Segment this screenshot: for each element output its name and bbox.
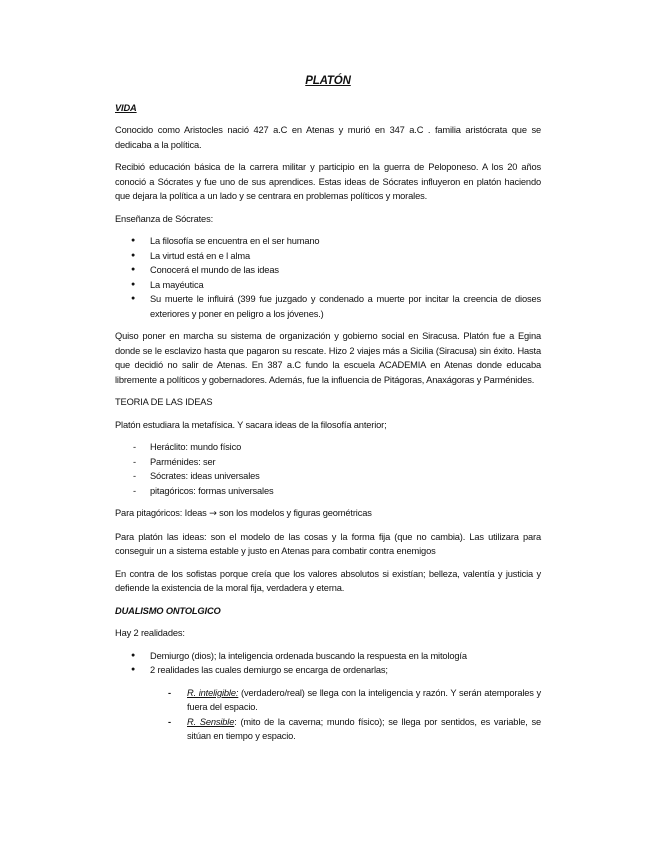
- section-heading-vida: VIDA: [115, 102, 137, 113]
- ensenanza-list: [115, 234, 541, 321]
- text-inteligible: (verdadero/real) se llega con la inteligencia y razón. Y serán atemporales y fuera del espacio.: [187, 687, 541, 712]
- paragraph-sofistas: En contra de los sofistas porque creía que los valores absolutos si existían; belleza, valentía y justicia y defiende la existencia de la moral fija, verdadera y eterna.: [115, 568, 541, 593]
- paragraph-pitagoricos: [115, 506, 541, 522]
- section-heading-teoria: TEORIA DE LAS IDEAS: [115, 397, 213, 407]
- list-item: ● La mayéutica: [115, 278, 541, 293]
- list-item: ● La filosofía se encuentra en el ser humano: [115, 234, 541, 249]
- list-item: ● Su muerte le influirá (399 fue juzgado y condenado a muerte por incitar la creencia de dioses exteriores y poner en peligro a los jóvenes.): [115, 292, 541, 321]
- list-item: ● La virtud está en e l alma: [115, 249, 541, 264]
- list-item: - Sócrates: ideas universales: [115, 469, 541, 484]
- ensenanza-label: Enseñanza de Sócrates:: [115, 213, 213, 224]
- text-sensible: : (mito de la caverna; mundo físico); se llega por sentidos, es variable, se sitúan en tiempo y espacio.: [187, 716, 541, 741]
- dualismo-list: [115, 649, 541, 678]
- list-item: - Heráclito: mundo físico: [115, 440, 541, 455]
- paragraph-dualismo-intro: Hay 2 realidades:: [115, 628, 185, 638]
- pitagoricos-prefix: Para pitagóricos: Ideas: [115, 508, 207, 518]
- realidades-sublist: [115, 686, 541, 744]
- sublist-item-sensible: [115, 715, 541, 744]
- list-item: ● Conocerá el mundo de las ideas: [115, 263, 541, 278]
- term-inteligible: R. inteligible:: [187, 687, 239, 698]
- sublist-item-inteligible: [115, 686, 541, 715]
- paragraph-vida-1: Conocido como Aristocles nació 427 a.C en Atenas y murió en 347 a.C . familia aristócrata que se dedicaba a la política.: [115, 125, 541, 150]
- paragraph-vida-2: Recibió educación básica de la carrera militar y participio en la guerra de Peloponeso. A los 20 años conoció a Sócrates y fue uno de sus aprendices. Estas ideas de Sócrates influyeron en platón haciendo que dejara la política a un lado y se centrara en problemas políticos y morales.: [115, 162, 541, 201]
- pitagoricos-suffix: son los modelos y figuras geométricas: [219, 508, 372, 518]
- document-page: [115, 70, 541, 744]
- paragraph-vida-3: Quiso poner en marcha su sistema de organización y gobierno social en Siracusa. Platón fue a Egina donde se le esclavizo hasta que pagaron su rescate. Hizo 2 viajes más a Sicilia (Siracusa) sin éxito. Hasta que decidió no salir de Atenas. En 387 a.C fundo la escuela ACADEMIA en Atenas donde educaba libremente a políticos y gobernadores. Además, fue la influencia de Pitágoras, Anaxágoras y Parménides.: [115, 331, 541, 385]
- list-item: - pitagóricos: formas universales: [115, 484, 541, 499]
- term-sensible: R. Sensible: [187, 716, 235, 727]
- section-heading-dualismo: DUALISMO ONTOLGICO: [115, 605, 221, 616]
- page-title: PLATÓN: [305, 75, 351, 87]
- list-item: ● Demiurgo (dios); la inteligencia ordenada buscando la respuesta en la mitología: [115, 649, 541, 664]
- paragraph-teoria-intro: Platón estudiara la metafísica. Y sacara ideas de la filosofía anterior;: [115, 419, 387, 430]
- list-item: - Parménides: ser: [115, 455, 541, 470]
- list-item: ● 2 realidades las cuales demiurgo se encarga de ordenarlas;: [115, 663, 541, 678]
- filosofos-list: [115, 440, 541, 498]
- paragraph-ideas: Para platón las ideas: son el modelo de las cosas y la forma fija (que no cambia). Las utilizara para conseguir un a sistema estable y justo en Atenas para combatir contra enemigos: [115, 531, 541, 556]
- arrow-right-icon: →: [209, 508, 217, 519]
